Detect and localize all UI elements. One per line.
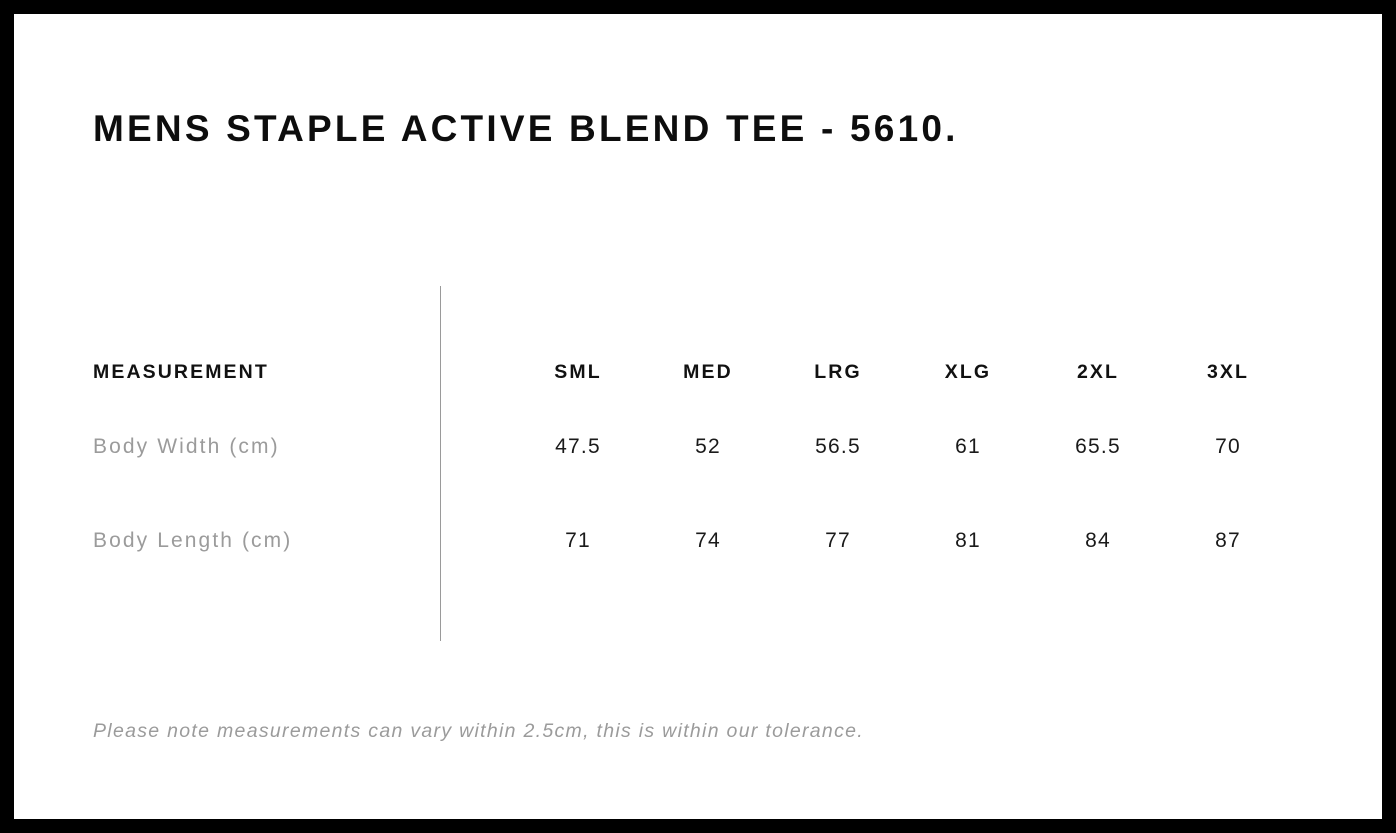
row-label-body-length: Body Length (cm) [93, 529, 293, 552]
row-label-body-width: Body Width (cm) [93, 435, 280, 458]
table-row [93, 494, 1293, 588]
column-header-xlg: XLG [944, 360, 992, 383]
size-table-container [14, 14, 1382, 819]
cell-body-width-3xl: 70 [1215, 435, 1241, 458]
cell-body-length-lrg: 77 [825, 529, 851, 552]
cell-body-width-lrg: 56.5 [815, 435, 861, 458]
page-title: MENS STAPLE ACTIVE BLEND TEE - 5610. [93, 108, 959, 149]
column-header-measurement: MEASUREMENT [93, 360, 269, 383]
cell-body-length-sml: 71 [565, 529, 591, 552]
column-header-sml: SML [554, 360, 602, 383]
cell-body-width-xlg: 61 [955, 435, 981, 458]
tolerance-note: Please note measurements can vary within 2.5cm, this is within our tolerance. [93, 720, 864, 742]
table-header-row [93, 344, 1293, 400]
column-header-lrg: LRG [814, 360, 862, 383]
column-header-2xl: 2XL [1076, 360, 1120, 383]
size-chart-page [14, 14, 1382, 819]
cell-body-length-med: 74 [695, 529, 721, 552]
cell-body-width-med: 52 [695, 435, 721, 458]
cell-body-length-xlg: 81 [955, 529, 981, 552]
column-header-med: MED [683, 360, 733, 383]
cell-body-length-3xl: 87 [1215, 529, 1241, 552]
cell-body-width-2xl: 65.5 [1075, 435, 1121, 458]
size-table [93, 344, 1293, 588]
cell-body-width-sml: 47.5 [555, 435, 601, 458]
column-header-3xl: 3XL [1206, 360, 1250, 383]
cell-body-length-2xl: 84 [1085, 529, 1111, 552]
table-row [93, 400, 1293, 494]
